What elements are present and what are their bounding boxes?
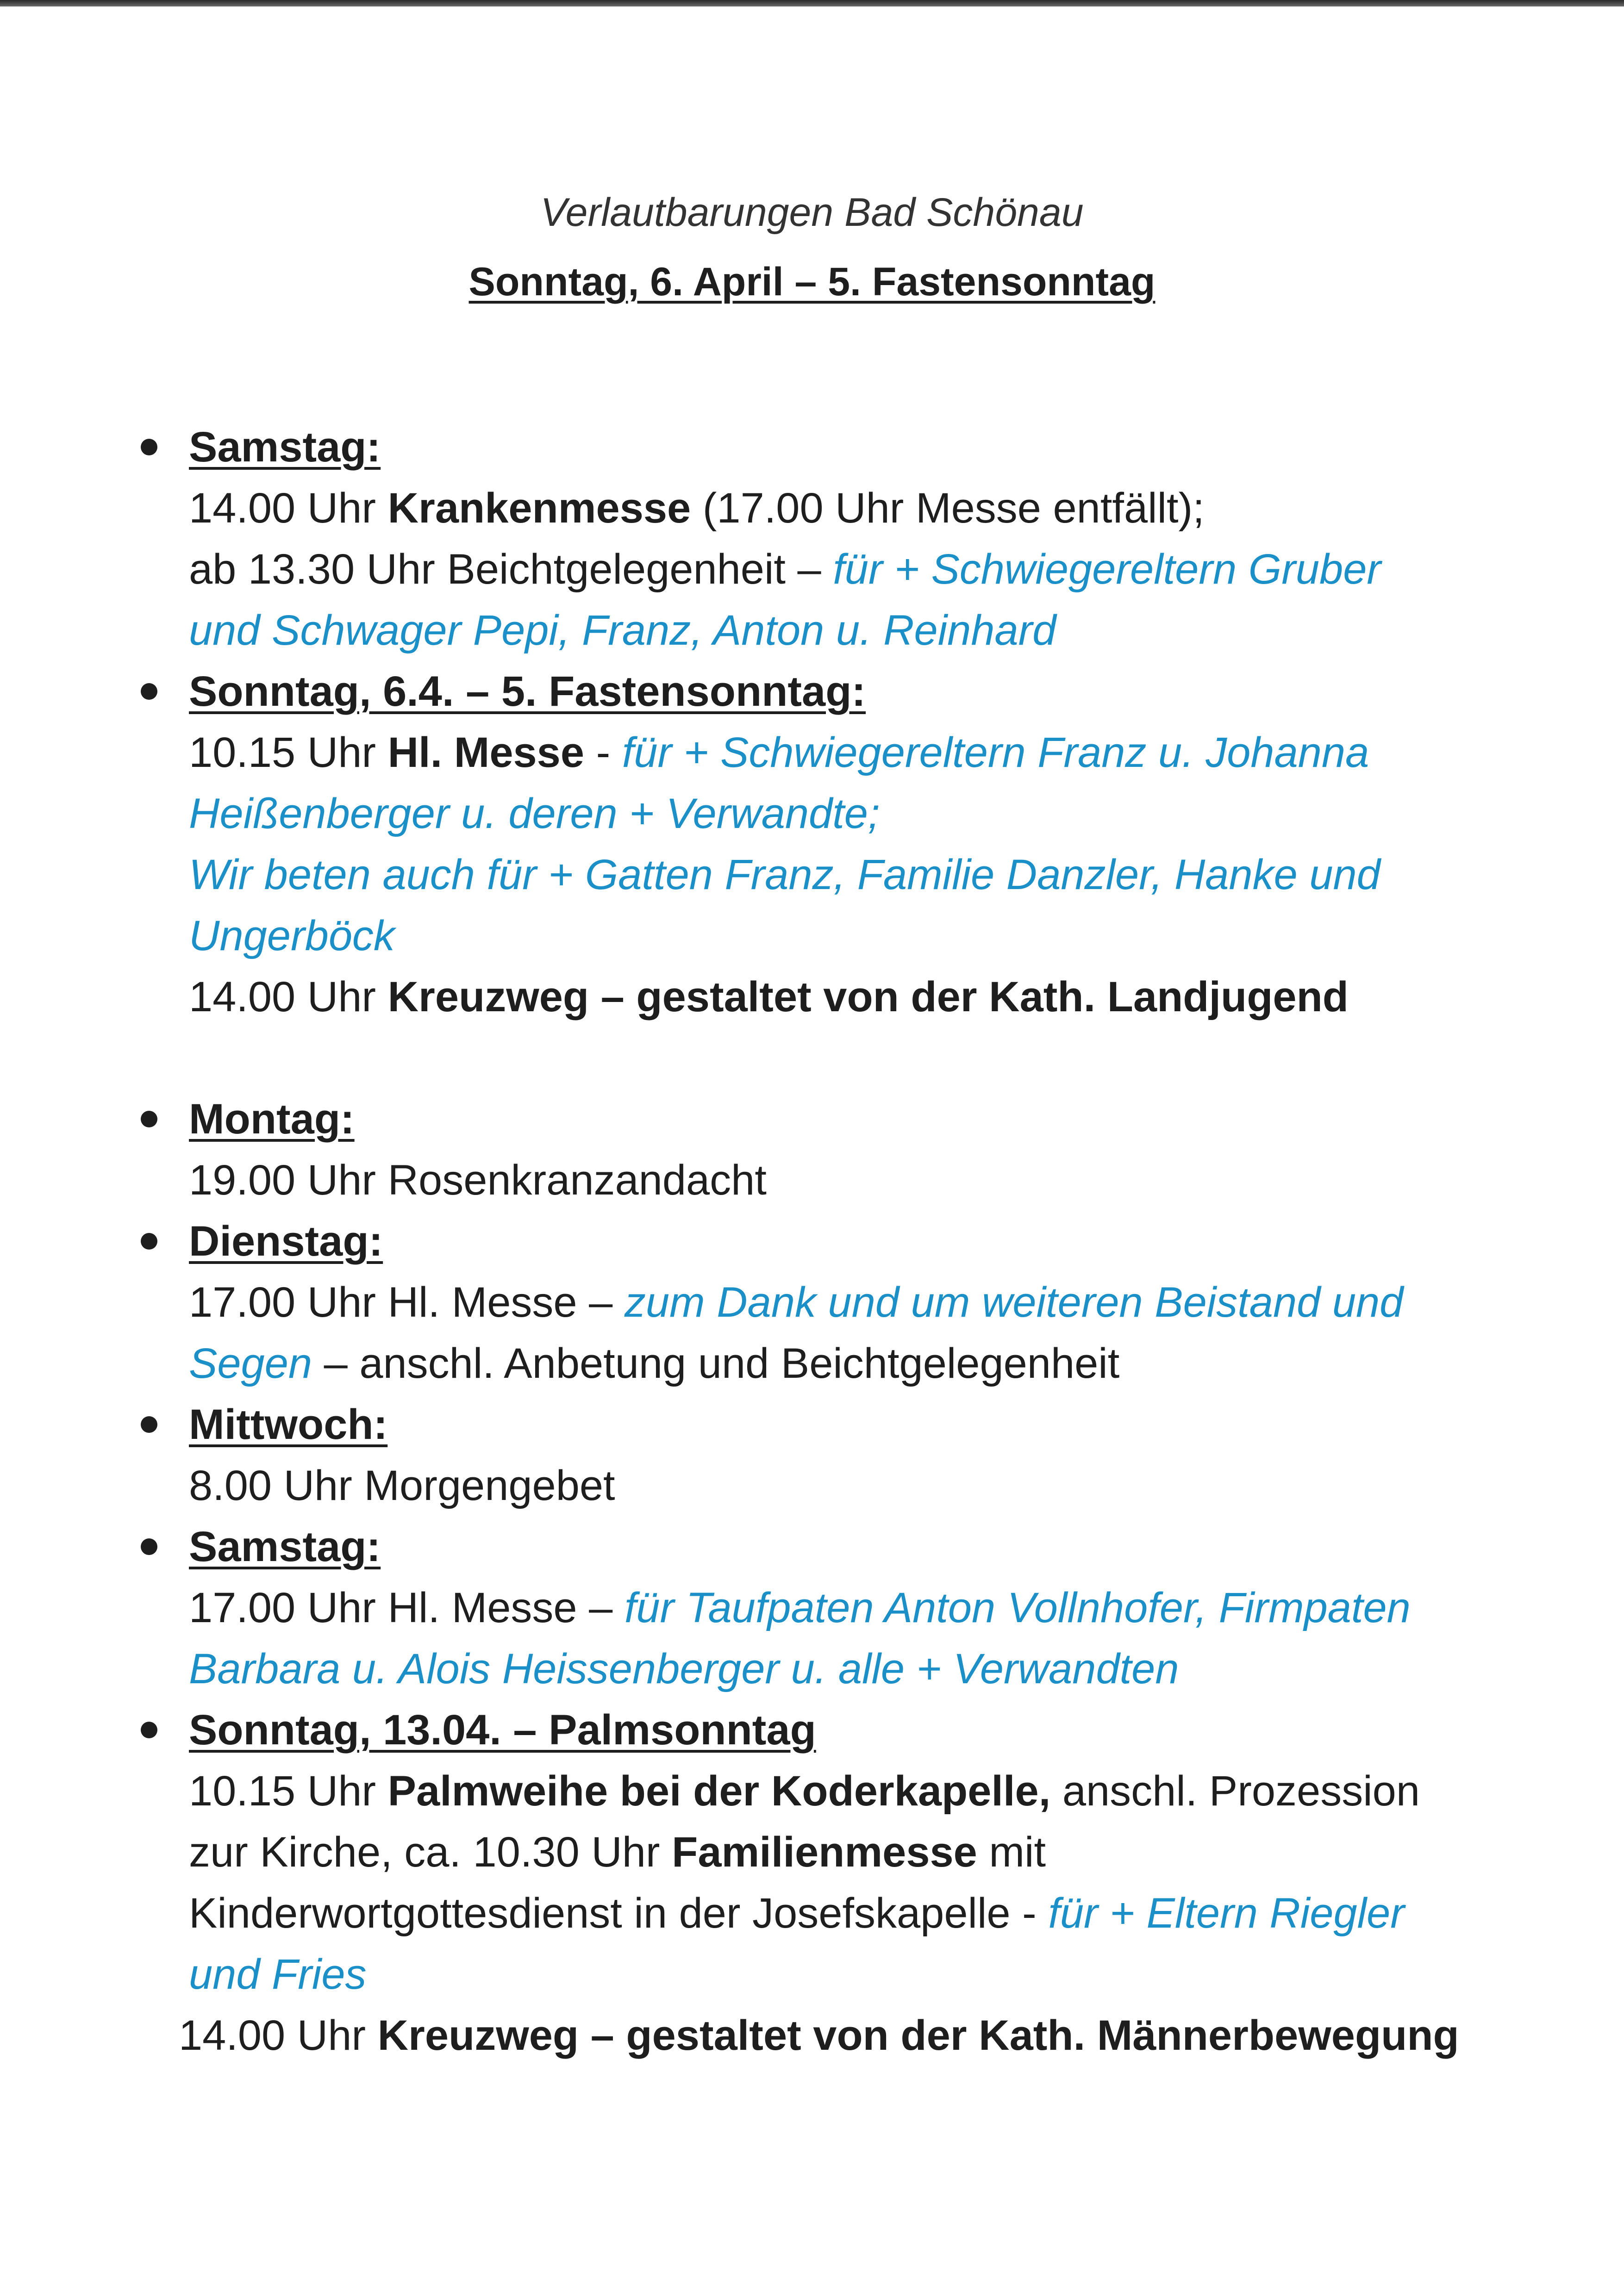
bullet-icon (141, 683, 157, 700)
list-item (139, 1211, 1551, 1394)
list-item (139, 1394, 1551, 1516)
bold-text: Kreuzweg – gestaltet von der Kath. Männerbewegung (377, 2012, 1459, 2059)
entry-line (189, 1944, 1551, 2005)
text: - (584, 729, 622, 776)
intention-text: Ungerböck (189, 912, 395, 959)
text: 8.00 Uhr Morgengebet (189, 1462, 615, 1509)
list-item (139, 1516, 1551, 1699)
text: 17.00 Uhr Hl. Messe – (189, 1279, 625, 1326)
intention-text: Barbara u. Alois Heissenberger u. alle + Verwandten (189, 1645, 1179, 1692)
day-heading-line (189, 1516, 1551, 1577)
entry-line (189, 905, 1551, 966)
bold-text: Krankenmesse (387, 485, 691, 532)
text: (17.00 Uhr Messe entfällt); (691, 485, 1205, 532)
text: 14.00 Uhr (189, 973, 388, 1020)
text: 17.00 Uhr Hl. Messe – (189, 1584, 625, 1631)
entry-line (189, 600, 1551, 661)
intention-text: für + Eltern Riegler (1048, 1890, 1405, 1937)
bold-text: Kreuzweg – gestaltet von der Kath. Landjugend (387, 973, 1349, 1020)
text: 14.00 Uhr (179, 2012, 378, 2059)
intention-text: für + Schwiegereltern Gruber (833, 546, 1381, 593)
entry-line (189, 1883, 1551, 1944)
intention-text: für Taufpaten Anton Vollnhofer, Firmpaten (624, 1584, 1411, 1631)
entry-line (189, 1333, 1551, 1394)
day-heading-line (189, 1089, 1551, 1150)
text: anschl. Prozession (1050, 1767, 1420, 1815)
entry-line (189, 1638, 1551, 1699)
day-heading-line (189, 417, 1551, 478)
intention-text: Wir beten auch für + Gatten Franz, Familie Danzler, Hanke und (189, 851, 1380, 898)
day-heading: Sonntag, 13.04. – Palmsonntag (189, 1706, 816, 1754)
day-heading: Samstag: (189, 1523, 381, 1570)
entry-line (189, 1577, 1551, 1638)
day-heading-line (189, 1211, 1551, 1272)
text: ab 13.30 Uhr Beichtgelegenheit – (189, 546, 833, 593)
day-heading: Mittwoch: (189, 1401, 388, 1448)
text: 10.15 Uhr (189, 1767, 388, 1815)
intention-text: zum Dank und um weiteren Beistand und (624, 1279, 1404, 1326)
entry-line (189, 1455, 1551, 1516)
announcement-list (139, 417, 1551, 2066)
entry-line (179, 2005, 1551, 2066)
bullet-icon (141, 1722, 157, 1738)
list-item (139, 661, 1551, 1027)
text: zur Kirche, ca. 10.30 Uhr (189, 1829, 672, 1876)
list-item (139, 1089, 1551, 1211)
document-subtitle: Verlautbarungen Bad Schönau (540, 190, 1084, 235)
entry-line (189, 1822, 1551, 1883)
day-heading: Montag: (189, 1095, 355, 1143)
intention-text: und Fries (189, 1951, 367, 1998)
text: 14.00 Uhr (189, 485, 388, 532)
day-heading: Dienstag: (189, 1218, 383, 1265)
entry-line (189, 478, 1551, 539)
entry-line (189, 539, 1551, 600)
entry-line (189, 1761, 1551, 1822)
day-heading: Sonntag, 6.4. – 5. Fastensonntag: (189, 668, 866, 715)
day-heading: Samstag: (189, 423, 381, 471)
entry-line (189, 1150, 1551, 1211)
document-title: Sonntag, 6. April – 5. Fastensonntag (468, 260, 1156, 304)
bold-text: Palmweihe bei der Koderkapelle, (387, 1767, 1051, 1815)
bullet-icon (141, 1416, 157, 1433)
entry-line (189, 783, 1551, 844)
day-heading-line (189, 661, 1551, 722)
text: – anschl. Anbetung und Beichtgelegenheit (312, 1340, 1120, 1387)
text: mit (977, 1829, 1046, 1876)
bullet-icon (141, 1111, 157, 1127)
intention-text: Segen (189, 1340, 312, 1387)
intention-text: und Schwager Pepi, Franz, Anton u. Reinhard (189, 607, 1056, 654)
entry-line (189, 844, 1551, 905)
bullet-icon (141, 1538, 157, 1555)
intention-text: für + Schwiegereltern Franz u. Johanna (622, 729, 1369, 776)
intention-text: Heißenberger u. deren + Verwandte; (189, 790, 880, 837)
bullet-icon (141, 1233, 157, 1250)
day-heading-line (189, 1394, 1551, 1455)
entry-line (189, 966, 1551, 1027)
text: 10.15 Uhr (189, 729, 388, 776)
bold-text: Familienmesse (672, 1829, 977, 1876)
bold-text: Hl. Messe (387, 729, 585, 776)
day-heading-line (189, 1699, 1551, 1761)
entry-line (189, 1272, 1551, 1333)
text: Kinderwortgottesdienst in der Josefskapelle - (189, 1890, 1049, 1937)
text: 19.00 Uhr Rosenkranzandacht (189, 1157, 767, 1204)
list-item (139, 417, 1551, 661)
entry-line (189, 722, 1551, 783)
bullet-icon (141, 439, 157, 455)
list-item (139, 1699, 1551, 2066)
